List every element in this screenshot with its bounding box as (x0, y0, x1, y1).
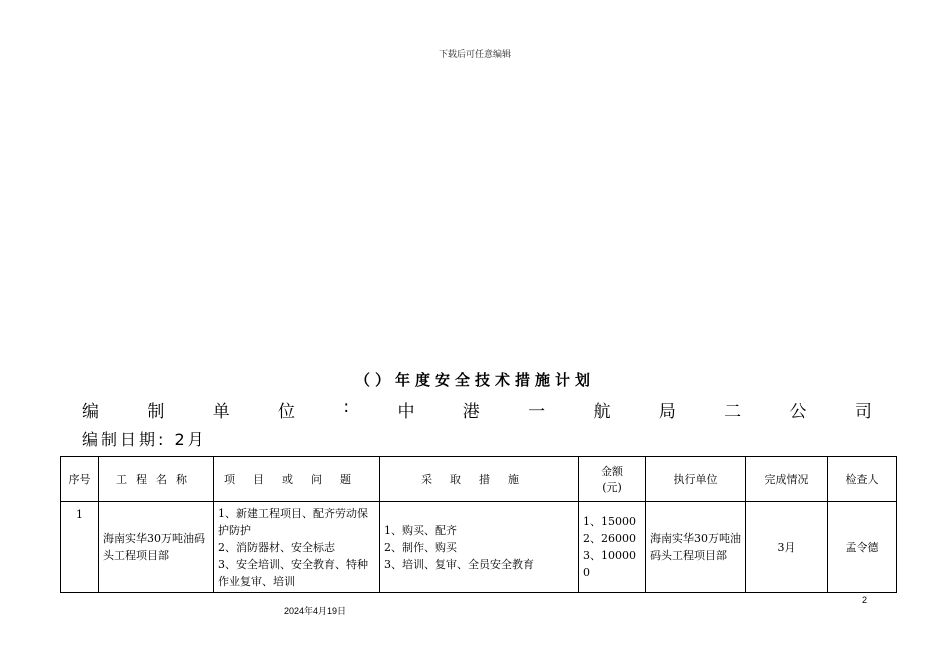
cell-executor: 海南实华30万吨油码头工程项目部 (646, 502, 746, 593)
amount-entry: 2、26000 (583, 532, 636, 545)
header-item: 项目或问题 (214, 457, 380, 502)
measure-entry: 2、制作、购买 (384, 540, 457, 554)
header-measure: 采取措施 (380, 457, 579, 502)
header-executor: 执行单位 (646, 457, 746, 502)
compiling-unit-line (82, 397, 872, 422)
unit-char: 二 (724, 402, 742, 422)
header-project-name: 工程名称 (99, 457, 214, 502)
footer-date: 2024年4月19日 (284, 606, 347, 616)
unit-char: 公 (789, 402, 807, 422)
header-status: 完成情况 (746, 457, 828, 502)
cell-measures (380, 502, 579, 593)
unit-char: 中 (397, 402, 415, 422)
amount-entry: 3、100000 (583, 549, 636, 579)
amount-entry: 1、15000 (583, 515, 636, 528)
item-entry: 1、新建工程项目、配齐劳动保护防护 (218, 506, 368, 537)
cell-seq: 1 (61, 502, 99, 593)
unit-char: 编 (82, 402, 99, 422)
cell-inspector: 孟令德 (828, 502, 897, 593)
unit-char: 局 (658, 402, 676, 422)
header-seq: 序号 (61, 457, 99, 502)
header-amount-unit: (元) (602, 481, 622, 494)
unit-char: 司 (854, 402, 872, 422)
table-row (61, 502, 897, 593)
measure-entry: 1、购买、配齐 (384, 523, 457, 537)
header-inspector: 检查人 (828, 457, 897, 502)
unit-char: 位 (278, 402, 296, 422)
header-amount (579, 457, 646, 502)
measure-entry: 3、培训、复审、全员安全教育 (384, 557, 534, 571)
item-entry: 2、消防器材、安全标志 (218, 540, 335, 554)
cell-items (214, 502, 380, 593)
page-number: 2 (862, 595, 868, 605)
table-header-row (61, 457, 897, 502)
header-amount-label: 金额 (601, 465, 623, 478)
safety-measures-table (60, 456, 897, 593)
cell-amounts (579, 502, 646, 593)
cell-status: 3月 (746, 502, 828, 593)
unit-char: : (343, 397, 350, 417)
unit-char: 制 (147, 402, 165, 422)
unit-char: 一 (528, 402, 546, 422)
unit-char: 航 (593, 402, 611, 422)
document-title: （）年度安全技术措施计划 (354, 371, 595, 389)
compile-date-line: 编制日期: 2月 (82, 430, 207, 449)
unit-char: 单 (212, 402, 230, 422)
item-entry: 3、安全培训、安全教育、特种作业复审、培训 (218, 557, 368, 588)
header-note: 下载后可任意编辑 (438, 50, 511, 60)
cell-project-name: 海南实华30万吨油码头工程项目部 (99, 502, 214, 593)
unit-char: 港 (462, 402, 480, 422)
